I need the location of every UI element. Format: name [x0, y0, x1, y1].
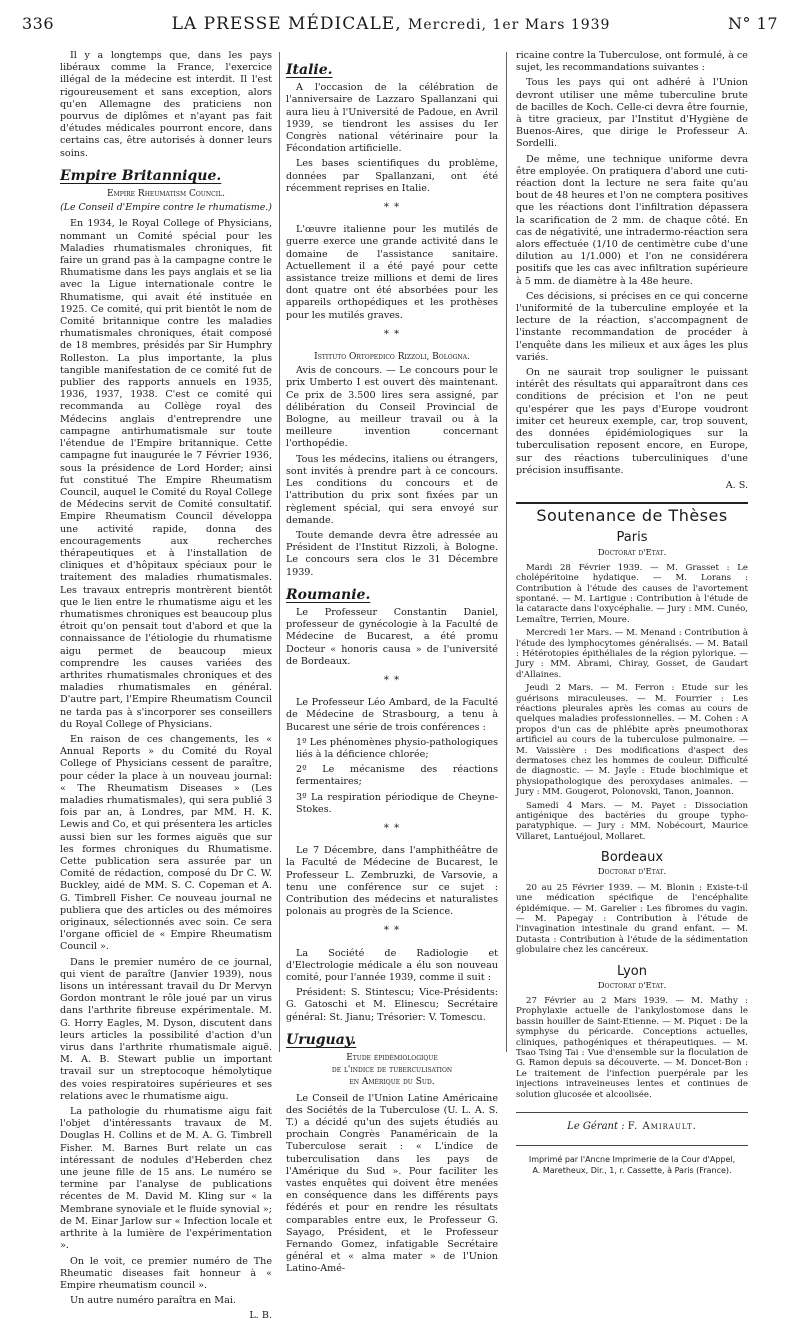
paragraph: La Société de Radiologie et d'Electrologie médicale a élu son nouveau comité, pour l'année 1939, comme il suit : [286, 947, 498, 983]
thesis-entry: 27 Février au 2 Mars 1939. — M. Mathy : Prophylaxie actuelle de l'ankylostomose dans le bassin houiller de Saint-Etienne. — M. Piquet : De la symphyse du péricarde. Conceptions actuelles, cliniques, pathogéniques et thérapeutiques. — M. Tsao Tsing Tai : Vue d'ensemble sur la floculation de G. Ramon depuis sa découverte. — M. Doncet-Bon : Le traitement de l'infection puerpérale par les injections intraveineuses lentes et continues de solution glucosée et alcoolisée. [516, 995, 748, 1100]
section-title-roumanie: Roumanie. [286, 586, 371, 603]
gerant-line [516, 1112, 748, 1133]
signature: A. S. [725, 479, 748, 491]
city-heading-lyon: Lyon [617, 963, 647, 979]
thesis-entry: 20 au 25 Février 1939. — M. Blonin : Existe-t-il une médication spécifique de l'encéphalite épidémique. — M. Garelier : Les fibromes du vagin. — M. Papegay : Contribution à l'étude de l'invagination intestinale du grand enfant. — M. Dutasta : Contribution à l'étude de la sédimentation globulaire chez les cancéreux. [516, 882, 748, 956]
paragraph: L'œuvre italienne pour les mutilés de guerre exerce une grande activité dans le domaine de l'assistance sanitaire. Actuellement il a été payé pour cette assistance treize millions et demi de lires dont quatre ont été absorbées pour les appareils orthopédiques et les prothèses pour les mutilés graves. [286, 224, 498, 321]
issue-number: N° 17 [728, 14, 778, 33]
paragraph: Toute demande devra être adressée au Président de l'Institut Rizzoli, à Bologne. Le concours sera clos le 31 Décembre 1939. [286, 529, 498, 578]
separator-stars: * * [383, 202, 401, 214]
thesis-entry: Samedi 4 Mars. — M. Payet : Dissociation antigénique des bactéries du groupe typho-paratyphique. — Jury : MM. Nobécourt, Maurice Villaret, Lantuéjoul, Mollaret. [516, 800, 748, 842]
doctorat-label: Doctorat d'Etat. [597, 547, 667, 558]
thesis-entry: Mardi 28 Février 1939. — M. Grasset : Le cholépéritoine hydatique. — M. Lorans : Contribution à l'étude des causes de l'avortement spontané. — M. Lartigue : Contribution à l'étude de la cataracte dans l'oxycéphalie. — Jury : MM. Cunéo, Lemaître, Terrien, Moure. [516, 562, 748, 625]
section-title-theses: Soutenance de Thèses [536, 506, 728, 526]
doctorat-label: Doctorat d'Etat. [597, 867, 667, 878]
conference-list [286, 737, 498, 816]
paragraph: Le Professeur Constantin Daniel, professeur de gynécologie à la Faculté de Médecine de Bucarest, a été promu Docteur « honoris causa » de l'université de Bordeaux. [286, 606, 498, 667]
separator-stars: * * [383, 925, 401, 937]
paragraph: Tous les pays qui ont adhéré à l'Union devront utiliser une même tuberculine brute de bacilles de Koch. Celle-ci devra être fournie, à titre gracieux, par l'Institut d'Hygiène de Buenos-Aires, que dirige le Professeur A. Sordelli. [516, 77, 748, 150]
thesis-entry: Jeudi 2 Mars. — M. Ferron : Etude sur les guérisons miraculeuses. — M. Fourrier : Les réactions pleurales après les comas au cours de quelques maladies professionnelles. — M. Cohen : A propos d'un cas de phlébite après pneumothorax artificiel au cours de la tuberculose pulmonaire. — M. Vaissière : Des modifications d'aspect des dermatoses chez les hommes de couleur. Difficulté de diagnostic. — M. Jayle : Etude biochimique et physiopathologique des peroxydases animales. — Jury : MM. Gougerot, Polonovski, Tanon, Joannon. [516, 683, 748, 798]
journal-title-line [172, 14, 611, 34]
subsection-title: Empire Rheumatism Council. [107, 189, 225, 200]
list-item: 1º Les phénomènes physio-pathologiques liés à la déficience chlorée; [296, 736, 498, 760]
paragraph: Les bases scientifiques du problème, données par Spallanzani, ont été récemment reprises en Italie. [286, 158, 498, 194]
paragraph: En 1934, le Royal College of Physicians, nommant un Comité spécial pour les Maladies rhumatismales chroniques, fit faire un grand pas à la campagne contre le Rhumatisme dans les pays anglais et se lia avec la Ligue internationale contre le Rhumatisme, qui avait été instituée en 1925. Ce comité, qui prit bientôt le nom de Comité britannique contre les maladies rhumatismales chroniques, était composé de 18 membres, présidés par Sir Humphry Rolleston. La plus importante, la plus tangible manifestation de ce comité fut de publier des rapports annuels en 1935, 1936, 1937, 1938. C'est ce comité qui recommanda au Collège royal des Médecins anglais d'entreprendre une campagne antirhumatismale sur toute l'étendue de l'Empire britannique. Cette campagne fut inaugurée le 7 Février 1936, sous la présidence de Lord Horder; ainsi fut constitué The Empire Rheumatism Council, auquel le Comité du Royal College de Médecins servit de Comité consultatif. Empire Rheumatism Council développa une activité rapide, donna des encouragements aux recherches thérapeutiques et à l'installation de cliniques et d'hôpitaux spéciaux pour le traitement des maladies rhumatismales. Les travaux entrepris montrèrent bientôt que le lien entre le rhumatisme aigu et les rhumatismes chroniques est beaucoup plus étroit qu'on pensait tout d'abord et que la connaissance de l'étiologie du rhumatisme aigu permet de beaucoup mieux comprendre les causes variées des arthrites rhumatismales chroniques et des maladies rhumatismales en général. D'autre part, l'Empire Rheumatism Council ne tarda pas à s'incorporer ses conseillers du Royal College of Physicians. [60, 218, 272, 730]
list-item: 2º Le mécanisme des réactions fermentaires; [296, 764, 498, 788]
separator-stars: * * [383, 328, 401, 340]
paragraph: La pathologie du rhumatisme aigu fait l'objet d'intéressants travaux de M. Douglas H. Collins et de M. A. G. Timbrell Fisher. M. Barnes Burt relate un cas intéressant de nodules d'Heberden chez une jeune fille de 15 ans. Le numéro se termine par l'analyse de publications récentes de M. David M. Kling sur « la Membrane synoviale et le fluide synovial »; de M. Einar Jarlow sur « Infection locale et arthrite à la lumière de l'expérimentation ». [60, 1106, 272, 1252]
subsection-title: Istituto Ortopedico Rizzoli, Bologna. [314, 352, 470, 363]
journal-name: LA PRESSE MÉDICALE, [171, 14, 402, 34]
imprint-line-2: A. Maretheux, Dir., 1, r. Cassette, à Paris (France). [532, 1166, 732, 1176]
signature: L. B. [249, 1310, 272, 1322]
issue-date: Mercredi, 1er Mars 1939 [408, 17, 611, 33]
paragraph: Dans le premier numéro de ce journal, qui vient de paraître (Janvier 1939), nous lisons un intéressant travail du Dr Mervyn Gordon montrant le rôle joué par un virus dans l'arthrite fibreuse expérimentale. M. G. Horry Eagles, M. Dyson, discutent dans leurs articles la possibilité d'action d'un virus dans l'arthrite rhumatismale aiguë. M. A. B. Stewart publie un important travail sur un streptocoque hémolytique des voies respiratoires supérieures et ses relations avec le rhumatisme aigu. [60, 956, 272, 1102]
separator-stars: * * [383, 822, 401, 834]
column-left [60, 50, 272, 1326]
paragraph: Le Conseil de l'Union Latine Américaine des Sociétés de la Tuberculose (U. L. A. S. T.) a décidé qu'un des sujets étudiés au prochain Congrès Panaméricain de la Tuberculose serait : « L'indice de tuberculisation dans les pays de l'Amérique du Sud ». Pour faciliter les vastes enquêtes qui doivent être menées en conséquence dans les différents pays fédérés et pour en rendre les résultats comparables entre eux, le Professeur G. Sayago, Président, et le Professeur Fernando Gomez, infatigable Secrétaire général et « alma mater » de l'Union Latino-Amé- [286, 1092, 498, 1275]
paragraph: On le voit, ce premier numéro de The Rheumatic diseases fait honneur à « Empire rheumatism council ». [60, 1255, 272, 1291]
intro-paragraph: Il y a longtemps que, dans les pays libéraux comme la France, l'exercice illégal de la médecine est interdit. Il l'est rigoureusement et sans exception, alors qu'en Allemagne des praticiens non pourvus de diplômes et n'ayant pas fait d'études médicales pourront encore, dans certains cas, être autorisés à donner leurs soins. [60, 50, 272, 159]
gerant-label: Le Gérant : [567, 1121, 625, 1132]
printer-imprint [516, 1145, 748, 1176]
section-title-empire: Empire Britannique. [60, 167, 222, 184]
paragraph: Le 7 Décembre, dans l'amphithéâtre de la Faculté de Médecine de Bucarest, le Professeur L. Zembruzki, de Varsovie, a tenu une conférence sur ce sujet : Contribution des médecins et naturalistes polonais au progrès de la Science. [286, 845, 498, 918]
imprint-line-1: Imprimé par l'Ancne Imprimerie de la Cour d'Appel, [528, 1155, 736, 1165]
section-title-italie: Italie. [286, 62, 333, 78]
separator-stars: * * [383, 674, 401, 686]
section-title-uruguay: Uruguay. [286, 1031, 357, 1048]
page-header [22, 14, 778, 44]
column-divider [506, 52, 507, 1052]
subsection-title: de l'indice de tuberculisation [331, 1065, 453, 1076]
paragraph: De même, une technique uniforme devra être employée. On pratiquera d'abord une cuti-réaction dont la lecture ne sera faite qu'au bout de 48 heures et l'on ne comptera positives que les réactions dont l'infiltration dépassera la scarification de 2 mm. de chaque côté. En cas de négativité, une intradermo-réaction sera alors effectuée (1/10 de centimètre cube d'une dilution au 1/1.000) et l'on ne considérera positifs que les cas avec infiltration supérieure à 5 mm. de diamètre à la 48e heure. [516, 153, 748, 287]
thesis-entry: Mercredi 1er Mars. — M. Menand : Contribution à l'étude des lymphocytomes généralisés. — M. Batail : Hétérotopies épithéliales de la région pylorique. — Jury : MM. Abrami, Chiray, Gosset, de Gaudart d'Allaines. [516, 628, 748, 680]
city-heading-bordeaux: Bordeaux [600, 850, 664, 866]
paragraph: On ne saurait trop souligner le puissant intérêt des résultats qui apparaîtront dans ces conditions de précision et l'on ne peut qu'espérer que les pays d'Europe voudront imiter cet heureux exemple, car, trop souvent, des données épidémiologiques sur la tuberculisation reposent encore, en Europe, sur des réactions tuberculiniques d'une précision insuffisante. [516, 367, 748, 476]
paragraph: ricaine contre la Tuberculose, ont formulé, à ce sujet, les recommandations suivantes : [516, 50, 748, 74]
paragraph: En raison de ces changements, les « Annual Reports » du Comité du Royal College of Physicians cessent de paraître, pour céder la place à un nouveau journal: « The Rheumatism Diseases » (Les maladies rhumatismales), qui sera publié 3 fois par an, à Londres, par MM. H. K. Lewis and Co, et qui présentera les articles aussi bien sur les formes aiguës que sur les formes chroniques du Rhumatisme. Cette publication sera assurée par un Comité de rédaction, composé du Dr C. W. Buckley, aidé de MM. S. C. Copeman et A. G. Timbrell Fisher. Ce nouveau journal ne publiera que des articles ou des mémoires originaux, sélectionnés avec soin. Ce sera l'organe officiel de « Empire Rheumatism Council ». [60, 733, 272, 953]
subsection-title: en Amérique du Sud. [349, 1077, 435, 1088]
list-item: 3º La respiration périodique de Cheyne-Stokes. [296, 791, 498, 815]
paragraph: Un autre numéro paraîtra en Mai. [70, 1295, 236, 1307]
doctorat-label: Doctorat d'Etat. [597, 980, 667, 991]
gerant-name: F. Amirault. [627, 1121, 697, 1132]
column-divider [279, 52, 280, 1052]
paragraph: Tous les médecins, italiens ou étrangers, sont invités à prendre part à ce concours. Les conditions du concours et de l'attribution du prix sont fixées par un règlement spécial, qui sera envoyé sur demande. [286, 453, 498, 526]
paragraph: Ces décisions, si précises en ce qui concerne l'uniformité de la tuberculine employée et la lecture de la réaction, s'accompagnent de l'instante recommandation de procéder à l'enquête dans les milieux et aux âges les plus variés. [516, 290, 748, 363]
subsection-title: Etude épidémiologique [346, 1053, 438, 1064]
paragraph: Le Professeur Léo Ambard, de la Faculté de Médecine de Strasbourg, a tenu à Bucarest une série de trois conférences : [286, 697, 498, 733]
paragraph: A l'occasion de la célébration de l'anniversaire de Lazzaro Spallanzani qui aura lieu à l'Université de Padoue, en Avril 1939, se tiendront les assises du Ier Congrès national vétérinaire pour la Fécondation artificielle. [286, 82, 498, 155]
page-number: 336 [22, 14, 55, 33]
column-right [516, 50, 748, 1176]
city-heading-paris: Paris [616, 530, 648, 546]
paragraph: Président: S. Stintescu; Vice-Présidents: G. Gatoschi et M. Elinescu; Secrétaire général: St. Jianu; Trésorier: V. Tomescu. [286, 987, 498, 1023]
subsection-subtitle: (Le Conseil d'Empire contre le rhumatisme.) [60, 202, 272, 214]
section-divider [516, 502, 748, 504]
paragraph: Avis de concours. — Le concours pour le prix Umberto I est ouvert dès maintenant. Ce prix de 3.500 lires sera assigné, par délibération du Conseil Provincial de Bologne, au meilleur travail ou à la meilleure invention concernant l'orthopédie. [286, 365, 498, 450]
column-middle [286, 50, 498, 1279]
